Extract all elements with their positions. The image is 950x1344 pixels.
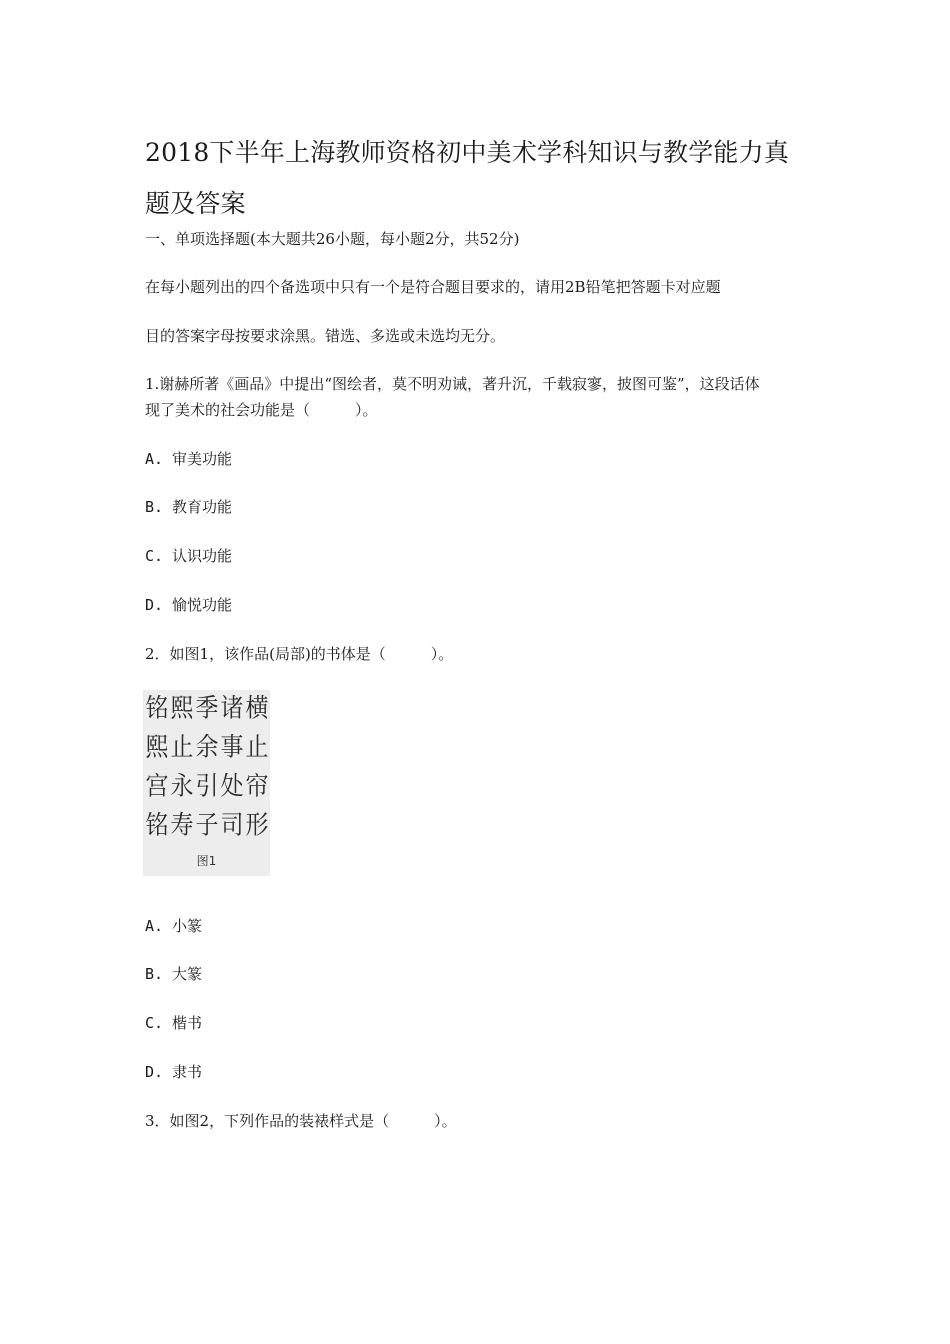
section-heading: 一、单项选择题(本大题共26小题，每小题2分，共52分) [145, 230, 520, 248]
question-2-option-c [145, 1012, 202, 1033]
option-text: 小篆 [172, 917, 203, 935]
calligraphy-figure-image [143, 690, 270, 876]
calligraphy-glyph: 横 [245, 694, 269, 724]
option-letter: D. [145, 596, 164, 614]
calligraphy-glyph: 形 [245, 811, 269, 841]
document-title-line-2: 题及答案 [145, 189, 246, 218]
question-2-stem: 2．如图1，该作品(局部)的书体是（ ）。 [145, 645, 454, 663]
option-text: 隶书 [172, 1063, 203, 1081]
option-letter: C. [145, 1014, 164, 1032]
calligraphy-glyph: 熙 [145, 733, 169, 763]
question-3-stem: 3．如图2，下列作品的装裱样式是（ ）。 [145, 1112, 457, 1130]
option-letter: B. [145, 965, 164, 983]
question-1-stem-line-1: 1.谢赫所著《画品》中提出“图绘者，莫不明劝诫，著升沉，千载寂寥，披图可鉴”，这段话体 [145, 375, 760, 393]
option-letter: D. [145, 1063, 164, 1081]
calligraphy-glyph: 处 [220, 772, 244, 802]
calligraphy-glyph: 铭 [145, 694, 169, 724]
question-1-option-b [145, 496, 232, 517]
calligraphy-glyph: 宫 [145, 772, 169, 802]
instruction-line-2: 目的答案字母按要求涂黑。错选、多选或未选均无分。 [145, 327, 506, 345]
calligraphy-glyph: 余 [195, 733, 219, 763]
instruction-line-1: 在每小题列出的四个备选项中只有一个是符合题目要求的，请用2B铅笔把答题卡对应题 [145, 278, 721, 296]
question-2-option-d [145, 1061, 202, 1082]
option-text: 教育功能 [172, 498, 233, 516]
question-1-option-d [145, 594, 232, 615]
calligraphy-glyph: 子 [195, 811, 219, 841]
question-2-option-a [145, 915, 202, 936]
question-1-option-c [145, 545, 232, 566]
calligraphy-glyph: 熙 [170, 694, 194, 724]
calligraphy-glyph: 帘 [245, 772, 269, 802]
calligraphy-glyph: 止 [245, 733, 269, 763]
calligraphy-glyph: 止 [170, 733, 194, 763]
option-text: 大篆 [172, 965, 203, 983]
option-letter: C. [145, 547, 164, 565]
option-letter: A. [145, 450, 164, 468]
calligraphy-glyph: 事 [220, 733, 244, 763]
option-letter: A. [145, 917, 164, 935]
document-title-line-1: 2018下半年上海教师资格初中美术学科知识与教学能力真 [145, 138, 790, 167]
option-text: 审美功能 [172, 450, 233, 468]
calligraphy-glyph-grid [145, 694, 269, 841]
option-letter: B. [145, 498, 164, 516]
calligraphy-glyph: 诸 [220, 694, 244, 724]
calligraphy-glyph: 寿 [170, 811, 194, 841]
calligraphy-glyph: 引 [195, 772, 219, 802]
calligraphy-glyph: 季 [195, 694, 219, 724]
figure-caption: 图1 [196, 854, 217, 868]
option-text: 愉悦功能 [172, 596, 233, 614]
option-text: 楷书 [172, 1014, 203, 1032]
calligraphy-glyph: 铭 [145, 811, 169, 841]
question-2-option-b [145, 963, 202, 984]
calligraphy-glyph: 司 [220, 811, 244, 841]
option-text: 认识功能 [172, 547, 233, 565]
calligraphy-glyph: 永 [170, 772, 194, 802]
question-1-stem-line-2: 现了美术的社会功能是（ ）。 [145, 401, 378, 419]
question-1-option-a [145, 448, 232, 469]
